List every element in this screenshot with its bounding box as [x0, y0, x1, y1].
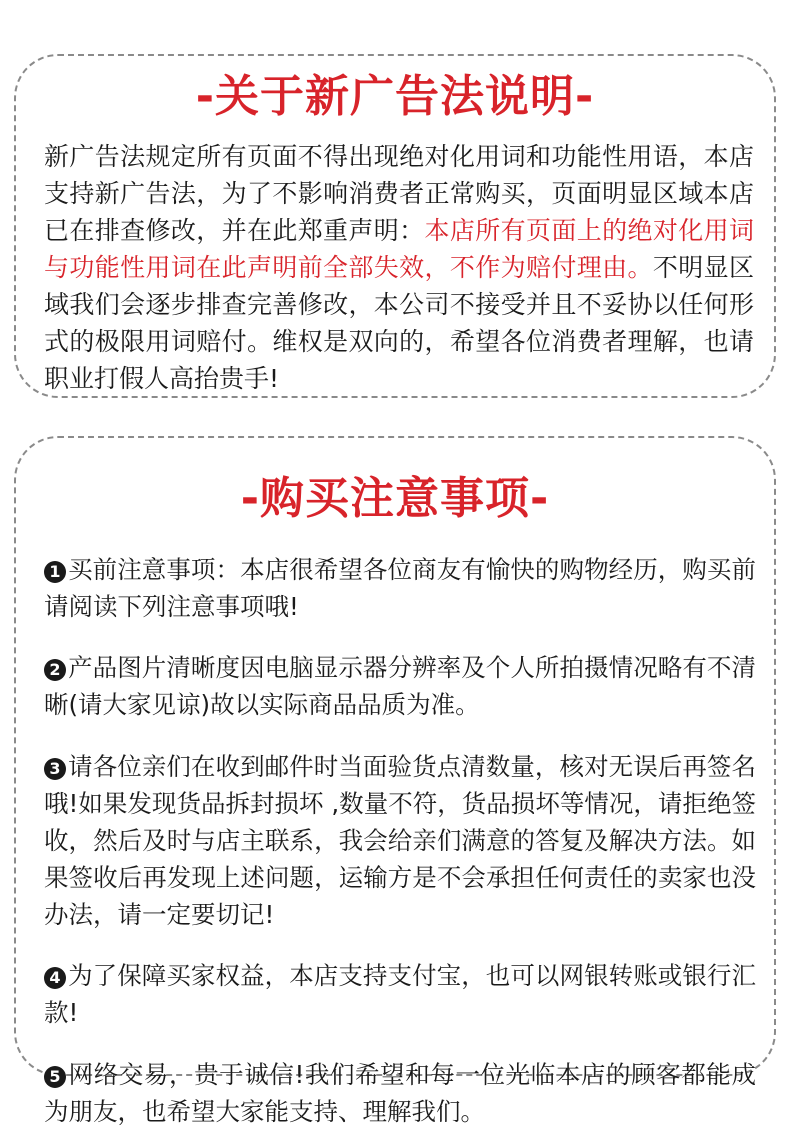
item-text: 请各位亲们在收到邮件时当面验货点清数量，核对无误后再签名哦!如果发现货品拆封损坏 ,数量不符，货品损坏等情况，请拒绝签收，然后及时与店主联系，我会给亲们满意的答复及解决方法。如果签收后再发现上述问题，运输方是不会承担任何责任的卖家也没办法，请一定要切记! [44, 751, 756, 929]
list-item [44, 1056, 756, 1130]
purchase-notes-list [44, 551, 756, 1130]
item-text: 产品图片清晰度因电脑显示器分辨率及个人所拍摄情况略有不清晰(请大家见谅)故以实际商品品质为准。 [44, 653, 756, 719]
number-1-icon: 1 [44, 561, 66, 583]
item-text: 为了保障买家权益，本店支持支付宝，也可以网银转账或银行汇款! [44, 961, 756, 1027]
list-item [44, 957, 756, 1031]
notice-text-intro: 新广告法规定所有页面不得出现绝对化用词和功能性用语，本店支持新广告法，为了不影响消费者正常购买，页面明显区域本店已在排查修改，并在此郑重声明： [44, 142, 754, 245]
purchase-notes-title: -购买注意事项- [240, 473, 550, 524]
number-2-icon: 2 [44, 659, 66, 681]
ad-law-notice-title: -关于新广告法说明- [195, 71, 595, 122]
number-4-icon: 4 [44, 967, 66, 989]
ad-law-notice-body [44, 138, 754, 397]
notice-text-outro: 不明显区域我们会逐步排查完善修改，本公司不接受并且不妥协以任何形式的极限用词赔付。维权是双向的，希望各位消费者理解，也请职业打假人高抬贵手! [44, 253, 754, 393]
list-item [44, 748, 756, 933]
purchase-notes-card [14, 436, 776, 1126]
item-text: 网络交易，贵于诚信!我们希望和每一位光临本店的顾客都能成为朋友，也希望大家能支持、理解我们。 [44, 1059, 756, 1126]
item-text: 买前注意事项：本店很希望各位商友有愉快的购物经历，购买前请阅读下列注意事项哦! [44, 554, 756, 621]
notice-text-highlight: 本店所有页面上的绝对化用词与功能性用词在此声明前全部失效，不作为赔付理由。 [44, 216, 754, 282]
number-5-icon: 5 [44, 1066, 66, 1088]
ad-law-notice-card [14, 54, 776, 398]
number-3-icon: 3 [44, 758, 66, 780]
list-item [44, 649, 756, 723]
list-item [44, 551, 756, 625]
